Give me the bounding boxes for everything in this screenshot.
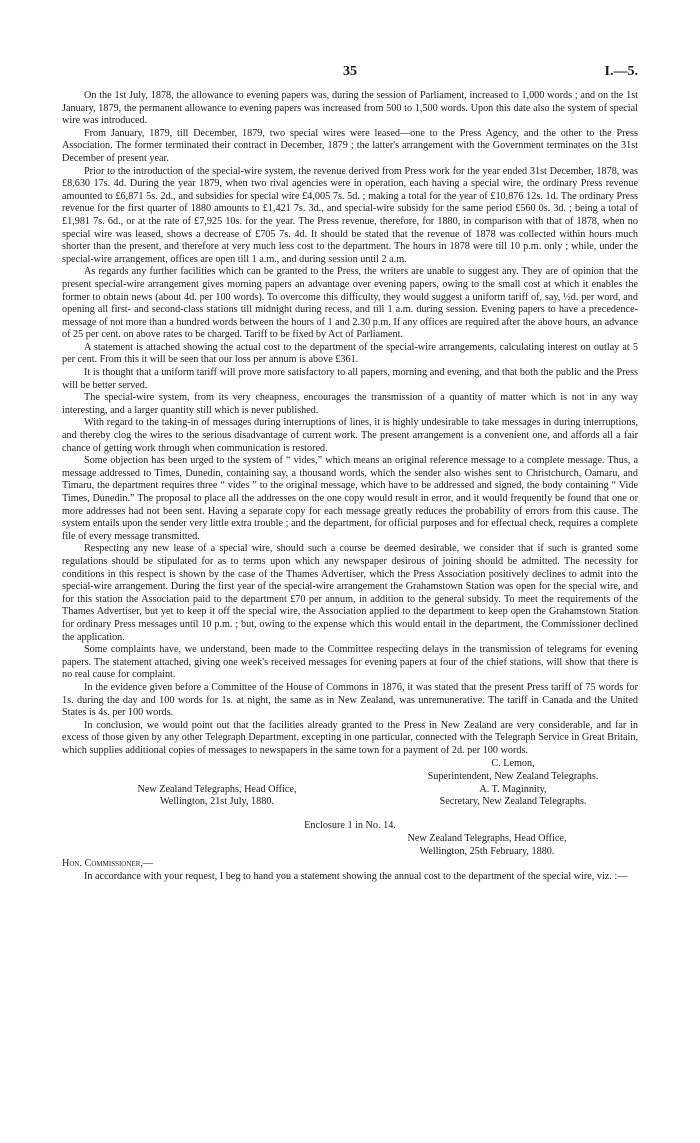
paragraph: With regard to the taking-in of messages during interruptions of lines, it is highly undesirable to take messages in during interruptions, and thereby clog the wires to the serious disadvantage of current work. The present arrangement is a convenient one, and affords all a fair chance of getting work through when communication is restored. bbox=[62, 417, 638, 454]
paragraph: It is thought that a uniform tariff will prove more satisfactory to all papers, morning and evening, and that both the public and the Press will be better served. bbox=[62, 367, 638, 391]
paragraph: As regards any further facilities which can be granted to the Press, the writers are unable to suggest any. They are of opinion that the present special-wire arrangement gives morning papers an advantage over evening papers, owing to the small cost at which it enables the former to obtain news (about 4d. per 100 words). To overcome this difficulty, they would suggest a uniform tariff of, say, ½d. per word, and opening all first- and second-class stations till midnight during recess, and till 1 a.m. during session. Evening papers to have a precedence-message of not more than a hundred words between the hours of 1 and 2.30 p.m. If any offices are required after the above hours, an advance of 25 per cent. on above rates to be charged. Tariff to be fixed by Act of Parliament. bbox=[62, 266, 638, 341]
paragraph: On the 1st July, 1878, the allowance to evening papers was, during the session of Parliament, increased to 1,000 words ; and on the 1st January, 1879, the permanent allowance to evening papers was increased from 500 to 1,500 words. Upon this date also the system of special wire was introduced. bbox=[62, 90, 638, 127]
sender-place-date: Wellington, 21st July, 1880. bbox=[160, 796, 274, 808]
enclosure-place-date: Wellington, 25th February, 1880. bbox=[419, 845, 555, 857]
paragraph: In conclusion, we would point out that the facilities already granted to the Press in New Zealand are very considerable, and far in excess of those given by any other Telegraph Department, excepting in one particular, connected with the Telegraph Service in Great Britain, which supplies additional copies of messages to newspapers in the same town for a payment of 2d. per 100 words. bbox=[62, 719, 638, 756]
enclosure-office: New Zealand Telegraphs, Head Office, bbox=[407, 833, 567, 845]
signature-block bbox=[62, 758, 638, 810]
enclosure-salutation: Hon. Commissioner,— bbox=[62, 858, 154, 870]
report-body bbox=[62, 90, 638, 757]
paragraph: A statement is attached showing the actual cost to the department of the special-wire arrangements, calculating interest on outlay at 5 per cent. From this it will be seen that our loss per annum is above £361. bbox=[62, 341, 638, 366]
paragraph: Some objection has been urged to the system of “ vides,” which means an original reference message to a complete message. Thus, a message addressed to Times, Dunedin, containing say, a thousand words, which the sender also wishes sent to Christchurch, Oamaru, and Timaru, the department requires three “ vides ” to the original message, which have to be addressed and signed, the body containing “ Vide Times, Dunedin.” The proposal to place all the addresses on the one copy would result in error, and it would frequently be found that one or more addresses had not been sent. Having a separate copy for each message greatly reduces the probability of errors from this cause. The system entails upon the sender very little extra trouble ; and the department, for official purposes and for effectual check, requires a complete file of every message transmitted. bbox=[62, 455, 638, 542]
signatory-title-2: Secretary, New Zealand Telegraphs. bbox=[439, 796, 587, 808]
enclosure-title: Enclosure 1 in No. 14. bbox=[304, 820, 396, 832]
signatory-name-1: C. Lemon, bbox=[491, 758, 535, 770]
paragraph: In the evidence given before a Committee of the House of Commons in 1876, it was stated that the present Press tariff of 75 words for 1s. during the day and 100 words for 1s. at night, the same as in New Zealand, was unremunerative. The tariff in Canada and the United States is 4s. per 100 words. bbox=[62, 681, 638, 719]
enclosure-body: In accordance with your request, I beg to hand you a statement showing the annual cost to the department of the special wire, viz. :— bbox=[84, 871, 628, 883]
paragraph: Respecting any new lease of a special wire, should such a course be deemed desirable, we consider that if such is granted some regulations should be stipulated for as to terms upon which any newspaper desirous of joining should be admitted. The necessity for conditions in this respect is shown by the case of the Thames Advertiser, which the Press Association positively declines to admit into the special-wire arrangement. During the first year of the special-wire arrangement the Grahamstown Station was open for the special wire, and for this station the Association paid to the department £70 per annum, in addition to the general subsidy. To meet the requirements of the Thames Advertiser, but yet to keep it off the special wire, the Association applied to the department to keep open the Grahamstown Station for ordinary Press messages until 10 p.m. ; but, owing to the expense which this would entail in the department, the Commissioner declined the application. bbox=[62, 543, 638, 643]
signatory-title-1: Superintendent, New Zealand Telegraphs. bbox=[427, 771, 599, 783]
paragraph: Prior to the introduction of the special-wire system, the revenue derived from Press work for the year ended 31st December, 1878, was £8,630 17s. 4d. During the year 1879, when two rival agencies were in operation, each having a special wire, the ordinary Press revenue amounted to £6,871 5s. 2d., and subsidies for special wire £4,005 7s. 5d. ; making a total for the year of £10,876 12s. 1d. The ordinary Press revenue for the first quarter of 1880 amounts to £1,421 7s. 3d., and special-wire subsidy for the same period £560 0s. 3d. ; being a total of £1,981 7s. 6d., or at the rate of £7,925 10s. for the year. The Press revenue, therefore, for 1880, in comparison with that of 1878, when no special wire was leased, shows a decrease of £705 7s. 4d. It should be stated that the revenue of 1878 was collected within hours much shorter than the present, and therefore at very much less cost to the department. The hours in 1878 were till 10 p.m. only ; while, under the special-wire arrangement, offices are open till 1 a.m., and during session until 2 a.m. bbox=[62, 165, 638, 265]
page-header bbox=[62, 60, 638, 90]
signatory-name-2: A. T. Maginnity, bbox=[479, 783, 547, 795]
paragraph: The special-wire system, from its very cheapness, encourages the transmission of a quantity of matter which is not in any way interesting, and a larger quantity still which is never published. bbox=[62, 392, 638, 416]
paragraph: From January, 1879, till December, 1879, two special wires were leased—one to the Press Agency, and the other to the Press Association. The former terminated their contract in December, 1879 ; the latter's arrangement with the Government terminates on the 31st December of present year. bbox=[62, 127, 638, 164]
enclosure-header bbox=[62, 833, 638, 871]
page-number: 35 bbox=[343, 64, 357, 79]
document-reference: I.—5. bbox=[604, 64, 638, 79]
sender-office: New Zealand Telegraphs, Head Office, bbox=[137, 783, 297, 795]
paragraph: Some complaints have, we understand, been made to the Committee respecting delays in the transmission of telegrams for evening papers. The statement attached, giving one week's received messages for evening papers at four of the chief stations, will show that there is no real cause for complaint. bbox=[62, 644, 638, 681]
